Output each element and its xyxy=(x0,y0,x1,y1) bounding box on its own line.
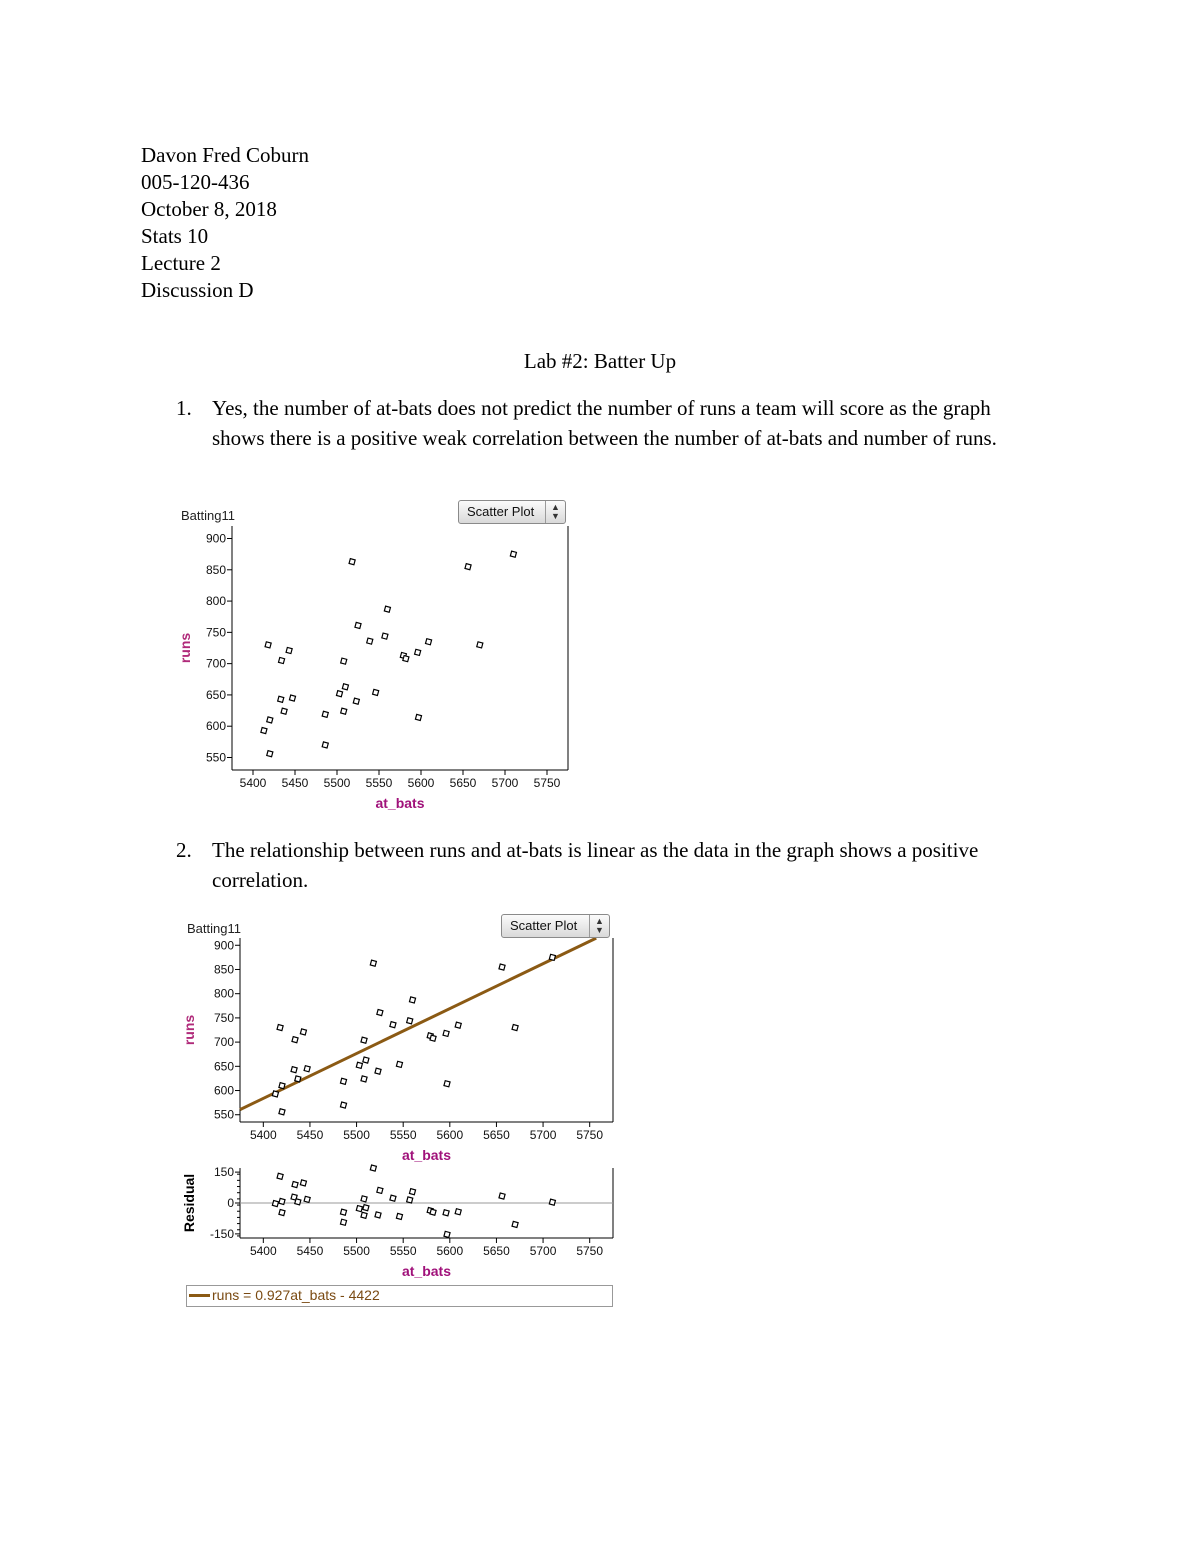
x-tick-label: 5700 xyxy=(529,1128,557,1142)
x-tick-label: 5600 xyxy=(436,1244,464,1258)
x-tick-label: 5500 xyxy=(323,776,351,790)
data-point xyxy=(342,684,348,690)
data-point xyxy=(341,658,347,664)
residual-point xyxy=(375,1212,381,1218)
data-point xyxy=(425,639,431,645)
y-tick-label: 550 xyxy=(213,1107,234,1122)
data-point xyxy=(465,564,471,570)
regression-legend xyxy=(186,1285,613,1307)
data-point xyxy=(278,696,284,702)
residual-point xyxy=(361,1212,367,1218)
residual-point xyxy=(292,1181,298,1187)
residual-point xyxy=(390,1195,396,1201)
data-point xyxy=(510,551,516,557)
residual-point xyxy=(549,1199,555,1205)
data-point xyxy=(367,638,373,644)
data-point xyxy=(403,656,409,662)
residual-point xyxy=(277,1173,283,1179)
y-tick-label: 800 xyxy=(205,594,226,609)
residual-point xyxy=(430,1209,436,1215)
data-point xyxy=(390,1022,396,1028)
plot-area xyxy=(240,938,613,1122)
x-tick-label: 5650 xyxy=(449,776,477,790)
data-point xyxy=(373,689,379,695)
y-tick-label: 850 xyxy=(205,562,226,577)
x-tick-label: 5650 xyxy=(483,1244,510,1258)
data-point xyxy=(340,1102,346,1108)
data-point xyxy=(278,657,284,663)
plot-type-value: Scatter Plot xyxy=(467,504,535,519)
residual-point xyxy=(363,1205,369,1211)
data-point xyxy=(304,1066,310,1072)
student-id: 005-120-436 xyxy=(141,170,250,194)
y-tick-label: 150 xyxy=(213,1165,234,1180)
course: Stats 10 xyxy=(141,224,209,248)
x-tick-label: 5550 xyxy=(365,776,393,790)
plot-type-value: Scatter Plot xyxy=(510,918,578,933)
residual-point xyxy=(443,1210,449,1216)
figure-2 xyxy=(180,910,620,1310)
date: October 8, 2018 xyxy=(141,197,277,221)
data-point xyxy=(353,698,359,704)
x-tick-label: 5550 xyxy=(389,1128,417,1142)
data-point xyxy=(444,1081,450,1087)
x-tick-label: 5450 xyxy=(296,1128,324,1142)
residual-point xyxy=(304,1196,310,1202)
x-axis-label: at_bats xyxy=(401,1147,452,1163)
data-point xyxy=(361,1076,367,1082)
residual-point xyxy=(295,1199,301,1205)
y-tick-label: 600 xyxy=(213,1083,234,1098)
x-tick-label: 5700 xyxy=(491,776,519,790)
plot-area xyxy=(232,526,568,770)
y-tick-label: 900 xyxy=(205,531,226,546)
residual-point xyxy=(512,1221,518,1227)
x-tick-label: 5750 xyxy=(533,776,561,790)
data-point xyxy=(549,954,555,960)
data-point xyxy=(265,642,271,648)
y-tick-label: 750 xyxy=(213,1010,234,1025)
data-point xyxy=(415,649,421,655)
data-point xyxy=(289,695,295,701)
question-text: The relationship between runs and at-bats is linear as the data in the graph shows a positive correlation. xyxy=(212,838,979,892)
x-axis-label: at_bats xyxy=(375,795,425,811)
x-tick-label: 5400 xyxy=(239,776,267,790)
plot-type-select[interactable] xyxy=(501,914,610,938)
select-arrows-icon: ▲ ▼ xyxy=(589,915,609,937)
residual-point xyxy=(279,1198,285,1204)
dataset-label: Batting11 xyxy=(181,508,235,523)
residual-point xyxy=(361,1196,367,1202)
residual-point xyxy=(279,1209,285,1215)
legend-line-swatch xyxy=(189,1294,210,1297)
residual-point xyxy=(340,1209,346,1215)
data-point xyxy=(375,1068,381,1074)
data-point xyxy=(499,964,505,970)
discussion: Discussion D xyxy=(141,278,254,302)
x-tick-label: 5750 xyxy=(576,1244,604,1258)
question-2 xyxy=(176,835,1056,900)
x-tick-label: 5400 xyxy=(249,1244,277,1258)
y-tick-label: 0 xyxy=(227,1196,234,1210)
data-point xyxy=(363,1057,369,1063)
data-point xyxy=(407,1018,413,1024)
data-point xyxy=(341,708,347,714)
data-point xyxy=(477,642,483,648)
question-1 xyxy=(176,393,1056,488)
data-point xyxy=(355,622,361,628)
residual-point xyxy=(409,1189,415,1195)
data-point xyxy=(291,1067,297,1073)
data-point xyxy=(279,1083,285,1089)
data-point xyxy=(415,714,421,720)
scatter-chart-1 xyxy=(170,498,580,823)
y-axis-label: runs xyxy=(181,1014,197,1046)
x-tick-label: 5500 xyxy=(343,1128,370,1142)
x-tick-label: 5650 xyxy=(483,1128,510,1142)
student-header xyxy=(141,142,309,304)
question-text: Yes, the number of at-bats does not predict the number of runs a team will score as the graph shows there is a positive weak correlation between the number of at-bats and number of runs. xyxy=(212,396,997,450)
residual-point xyxy=(340,1219,346,1225)
data-point xyxy=(377,1010,383,1016)
x-tick-label: 5450 xyxy=(296,1244,324,1258)
figure-1 xyxy=(170,498,580,823)
data-point xyxy=(349,559,355,565)
data-point xyxy=(340,1078,346,1084)
data-point xyxy=(286,647,292,653)
y-axis-label: runs xyxy=(177,632,193,664)
y-tick-label: 600 xyxy=(205,719,226,734)
scatter-chart-2 xyxy=(180,910,620,1290)
y-tick-label: -150 xyxy=(209,1226,234,1241)
data-point xyxy=(396,1061,402,1067)
data-point xyxy=(295,1076,301,1082)
y-tick-label: 700 xyxy=(213,1035,234,1050)
data-point xyxy=(443,1030,449,1036)
x-tick-label: 5550 xyxy=(389,1244,417,1258)
data-point xyxy=(382,633,388,639)
residual-point xyxy=(300,1180,306,1186)
data-point xyxy=(512,1025,518,1031)
data-point xyxy=(336,691,342,697)
x-tick-label: 5700 xyxy=(529,1244,557,1258)
residual-point xyxy=(356,1206,362,1212)
question-number: 2. xyxy=(176,838,192,862)
data-point xyxy=(370,960,376,966)
legend-equation: runs = 0.927at_bats - 4422 xyxy=(212,1287,380,1303)
y-tick-label: 900 xyxy=(213,938,234,953)
residual-point xyxy=(396,1213,402,1219)
residual-point xyxy=(407,1197,413,1203)
y-tick-label: 650 xyxy=(205,687,226,702)
data-point xyxy=(384,606,390,612)
x-tick-label: 5600 xyxy=(436,1128,464,1142)
data-point xyxy=(267,717,273,723)
data-point xyxy=(279,1109,285,1115)
y-tick-label: 750 xyxy=(205,625,226,640)
dataset-label: Batting11 xyxy=(187,921,241,936)
data-point xyxy=(292,1037,298,1043)
y-tick-label: 550 xyxy=(205,750,226,765)
data-point xyxy=(267,751,273,757)
lab-title: Lab #2: Batter Up xyxy=(523,349,677,373)
data-point xyxy=(356,1062,362,1068)
data-point xyxy=(272,1091,278,1097)
y-tick-label: 800 xyxy=(213,986,234,1001)
student-name: Davon Fred Coburn xyxy=(141,143,309,167)
x-tick-label: 5500 xyxy=(343,1244,370,1258)
data-point xyxy=(281,708,287,714)
question-number: 1. xyxy=(176,396,192,420)
y-tick-label: 850 xyxy=(213,962,234,977)
data-point xyxy=(455,1022,461,1028)
residual-point xyxy=(272,1201,278,1207)
residual-point xyxy=(455,1209,461,1215)
x-tick-label: 5450 xyxy=(281,776,309,790)
data-point xyxy=(322,742,328,748)
data-point xyxy=(430,1035,436,1041)
data-point xyxy=(261,728,267,734)
data-point xyxy=(300,1029,306,1035)
select-arrows-icon: ▲ ▼ xyxy=(545,501,565,523)
residual-point xyxy=(370,1165,376,1171)
data-point xyxy=(277,1025,283,1031)
y-tick-label: 700 xyxy=(205,656,226,671)
residual-point xyxy=(377,1187,383,1193)
x-tick-label: 5600 xyxy=(407,776,435,790)
plot-type-select[interactable] xyxy=(458,500,566,524)
x-tick-label: 5750 xyxy=(576,1128,604,1142)
data-point xyxy=(361,1037,367,1043)
x-axis-label: at_bats xyxy=(401,1263,452,1279)
residual-point xyxy=(444,1231,450,1237)
x-tick-label: 5400 xyxy=(249,1128,277,1142)
y-axis-label: Residual xyxy=(181,1173,197,1233)
y-tick-label: 650 xyxy=(213,1059,234,1074)
lecture: Lecture 2 xyxy=(141,251,221,275)
residual-point xyxy=(499,1193,505,1199)
data-point xyxy=(322,711,328,717)
data-point xyxy=(409,997,415,1003)
